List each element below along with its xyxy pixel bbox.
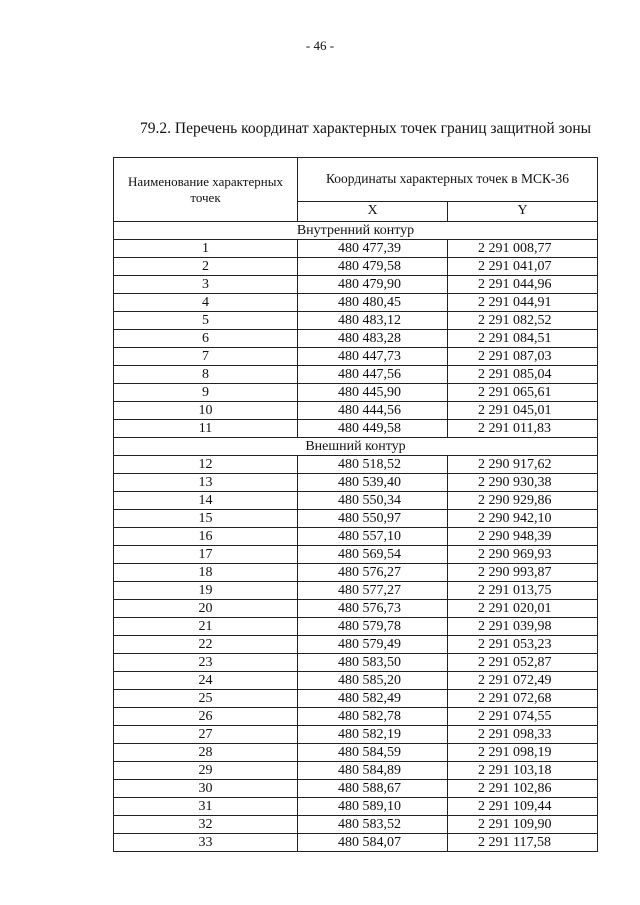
x-coordinate-cell: 480 583,50: [298, 654, 448, 672]
y-coordinate-cell: 2 291 053,23: [448, 636, 598, 654]
point-number-cell: 20: [114, 600, 298, 618]
section-label: Внешний контур: [114, 438, 598, 456]
y-coordinate-cell: 2 291 045,01: [448, 402, 598, 420]
y-coordinate-cell: 2 290 948,39: [448, 528, 598, 546]
header-point-name: Наименование характерных точек: [114, 158, 298, 222]
point-number-cell: 12: [114, 456, 298, 474]
table-row: [114, 600, 598, 618]
point-number-cell: 5: [114, 312, 298, 330]
page-number: - 46 -: [305, 38, 335, 53]
y-coordinate-cell: 2 291 098,19: [448, 744, 598, 762]
y-coordinate-cell: 2 291 044,91: [448, 294, 598, 312]
point-number-cell: 30: [114, 780, 298, 798]
x-coordinate-cell: 480 550,34: [298, 492, 448, 510]
point-number-cell: 21: [114, 618, 298, 636]
table-row: [114, 816, 598, 834]
table-row: [114, 582, 598, 600]
x-coordinate-cell: 480 483,28: [298, 330, 448, 348]
point-number-cell: 10: [114, 402, 298, 420]
point-number-cell: 19: [114, 582, 298, 600]
section-label: Внутренний контур: [114, 222, 598, 240]
point-number-cell: 25: [114, 690, 298, 708]
x-coordinate-cell: 480 477,39: [298, 240, 448, 258]
x-coordinate-cell: 480 539,40: [298, 474, 448, 492]
point-number-cell: 31: [114, 798, 298, 816]
table-row: [114, 708, 598, 726]
y-coordinate-cell: 2 291 102,86: [448, 780, 598, 798]
point-number-cell: 29: [114, 762, 298, 780]
table-row: [114, 546, 598, 564]
table-row: [114, 330, 598, 348]
header-y: Y: [448, 201, 598, 221]
table-row: [114, 726, 598, 744]
y-coordinate-cell: 2 291 109,90: [448, 816, 598, 834]
table-row: [114, 636, 598, 654]
table-row: [114, 402, 598, 420]
x-coordinate-cell: 480 579,78: [298, 618, 448, 636]
table-row: [114, 654, 598, 672]
y-coordinate-cell: 2 291 008,77: [448, 240, 598, 258]
x-coordinate-cell: 480 582,78: [298, 708, 448, 726]
point-number-cell: 9: [114, 384, 298, 402]
y-coordinate-cell: 2 291 082,52: [448, 312, 598, 330]
x-coordinate-cell: 480 584,59: [298, 744, 448, 762]
table-row: [114, 294, 598, 312]
point-number-cell: 8: [114, 366, 298, 384]
y-coordinate-cell: 2 291 072,68: [448, 690, 598, 708]
point-number-cell: 4: [114, 294, 298, 312]
table-row: [114, 618, 598, 636]
header-coordinates: Координаты характерных точек в МСК-36: [298, 158, 598, 202]
table-row: [114, 348, 598, 366]
table-row: [114, 312, 598, 330]
x-coordinate-cell: 480 584,07: [298, 834, 448, 852]
x-coordinate-cell: 480 584,89: [298, 762, 448, 780]
y-coordinate-cell: 2 290 993,87: [448, 564, 598, 582]
x-coordinate-cell: 480 576,73: [298, 600, 448, 618]
point-number-cell: 32: [114, 816, 298, 834]
x-coordinate-cell: 480 585,20: [298, 672, 448, 690]
y-coordinate-cell: 2 291 065,61: [448, 384, 598, 402]
point-number-cell: 11: [114, 420, 298, 438]
point-number-cell: 1: [114, 240, 298, 258]
coordinates-table: [113, 157, 598, 852]
point-number-cell: 23: [114, 654, 298, 672]
x-coordinate-cell: 480 582,19: [298, 726, 448, 744]
point-number-cell: 16: [114, 528, 298, 546]
x-coordinate-cell: 480 576,27: [298, 564, 448, 582]
point-number-cell: 17: [114, 546, 298, 564]
x-coordinate-cell: 480 449,58: [298, 420, 448, 438]
table-row: [114, 366, 598, 384]
table-row: [114, 780, 598, 798]
point-number-cell: 18: [114, 564, 298, 582]
x-coordinate-cell: 480 479,58: [298, 258, 448, 276]
point-number-cell: 2: [114, 258, 298, 276]
y-coordinate-cell: 2 291 011,83: [448, 420, 598, 438]
y-coordinate-cell: 2 291 039,98: [448, 618, 598, 636]
y-coordinate-cell: 2 290 929,86: [448, 492, 598, 510]
y-coordinate-cell: 2 291 103,18: [448, 762, 598, 780]
point-number-cell: 33: [114, 834, 298, 852]
x-coordinate-cell: 480 583,52: [298, 816, 448, 834]
point-number-cell: 13: [114, 474, 298, 492]
x-coordinate-cell: 480 447,73: [298, 348, 448, 366]
point-number-cell: 6: [114, 330, 298, 348]
table-row: [114, 384, 598, 402]
y-coordinate-cell: 2 291 074,55: [448, 708, 598, 726]
y-coordinate-cell: 2 291 044,96: [448, 276, 598, 294]
x-coordinate-cell: 480 550,97: [298, 510, 448, 528]
y-coordinate-cell: 2 291 041,07: [448, 258, 598, 276]
y-coordinate-cell: 2 291 117,58: [448, 834, 598, 852]
point-number-cell: 3: [114, 276, 298, 294]
point-number-cell: 22: [114, 636, 298, 654]
point-number-cell: 27: [114, 726, 298, 744]
point-number-cell: 28: [114, 744, 298, 762]
table-row: [114, 474, 598, 492]
table-row: [114, 240, 598, 258]
point-number-cell: 14: [114, 492, 298, 510]
y-coordinate-cell: 2 291 087,03: [448, 348, 598, 366]
x-coordinate-cell: 480 557,10: [298, 528, 448, 546]
y-coordinate-cell: 2 291 020,01: [448, 600, 598, 618]
section-row: [114, 438, 598, 456]
point-number-cell: 24: [114, 672, 298, 690]
y-coordinate-cell: 2 291 052,87: [448, 654, 598, 672]
table-row: [114, 672, 598, 690]
x-coordinate-cell: 480 588,67: [298, 780, 448, 798]
x-coordinate-cell: 480 589,10: [298, 798, 448, 816]
x-coordinate-cell: 480 480,45: [298, 294, 448, 312]
table-row: [114, 762, 598, 780]
x-coordinate-cell: 480 518,52: [298, 456, 448, 474]
table-row: [114, 510, 598, 528]
y-coordinate-cell: 2 291 013,75: [448, 582, 598, 600]
point-number-cell: 7: [114, 348, 298, 366]
x-coordinate-cell: 480 445,90: [298, 384, 448, 402]
point-number-cell: 26: [114, 708, 298, 726]
table-row: [114, 744, 598, 762]
x-coordinate-cell: 480 582,49: [298, 690, 448, 708]
y-coordinate-cell: 2 291 098,33: [448, 726, 598, 744]
x-coordinate-cell: 480 447,56: [298, 366, 448, 384]
table-row: [114, 564, 598, 582]
table-row: [114, 834, 598, 852]
table-row: [114, 258, 598, 276]
x-coordinate-cell: 480 444,56: [298, 402, 448, 420]
x-coordinate-cell: 480 579,49: [298, 636, 448, 654]
section-row: [114, 222, 598, 240]
y-coordinate-cell: 2 291 109,44: [448, 798, 598, 816]
table-row: [114, 276, 598, 294]
page-title: 79.2. Перечень координат характерных точек границ защитной зоны: [140, 120, 592, 137]
y-coordinate-cell: 2 291 084,51: [448, 330, 598, 348]
y-coordinate-cell: 2 290 942,10: [448, 510, 598, 528]
coordinates-table-body: [114, 222, 598, 852]
header-x: X: [298, 201, 448, 221]
table-row: [114, 420, 598, 438]
point-number-cell: 15: [114, 510, 298, 528]
y-coordinate-cell: 2 290 917,62: [448, 456, 598, 474]
table-row: [114, 456, 598, 474]
y-coordinate-cell: 2 291 085,04: [448, 366, 598, 384]
y-coordinate-cell: 2 290 969,93: [448, 546, 598, 564]
x-coordinate-cell: 480 569,54: [298, 546, 448, 564]
x-coordinate-cell: 480 577,27: [298, 582, 448, 600]
table-row: [114, 690, 598, 708]
y-coordinate-cell: 2 290 930,38: [448, 474, 598, 492]
x-coordinate-cell: 480 483,12: [298, 312, 448, 330]
x-coordinate-cell: 480 479,90: [298, 276, 448, 294]
table-row: [114, 492, 598, 510]
table-row: [114, 528, 598, 546]
y-coordinate-cell: 2 291 072,49: [448, 672, 598, 690]
table-row: [114, 798, 598, 816]
